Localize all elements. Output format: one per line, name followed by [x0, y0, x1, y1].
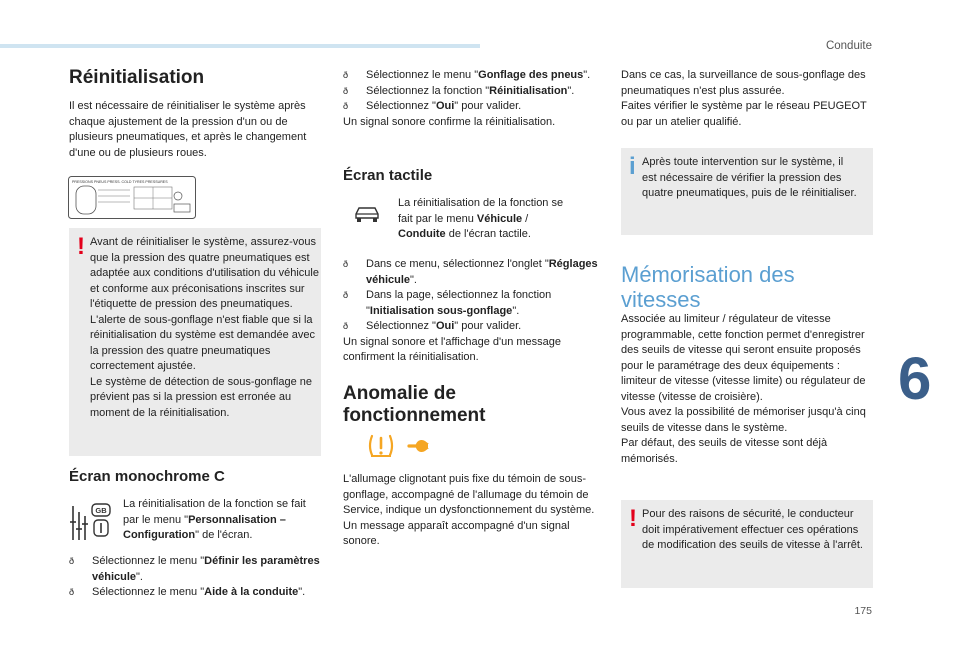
settings-menu-icon [69, 502, 111, 542]
list-item: ð Sélectionnez "Oui" pour valider. [343, 319, 598, 335]
tire-pressure-label-icon [68, 176, 196, 219]
tire-warning-icon [366, 433, 396, 459]
followup-text: Dans ce cas, la surveillance de sous-gonflage des pneumatiques n'est plus assurée. Faites vérifier le système par le réseau PEUGEOT ou par un atelier qualifié. [621, 69, 867, 128]
svg-text:GB: GB [95, 506, 107, 515]
svg-text:PRESSIONS PNEUS PRESS. COLD TY: PRESSIONS PNEUS PRESS. COLD TYRES PRESSURES [72, 180, 168, 184]
list-item: ð Dans la page, sélectionnez la fonction "Initialisation sous-gonflage". [343, 288, 598, 319]
mono-title: Écran monochrome C [69, 468, 225, 485]
touch-title: Écran tactile [343, 167, 433, 184]
list-item: ð Sélectionnez le menu "Aide à la conduite". [69, 585, 329, 601]
touch-text: La réinitialisation de la fonction se fait par le menu Véhicule / Conduite de l'écran tactile. [398, 197, 564, 240]
warning-text-3: Le système de détection de sous-gonflage ne prévient pas si la pression est erronée au moment de la réinitialisation. [90, 375, 312, 419]
list-item: ð Sélectionnez la fonction "Réinitialisation". [343, 84, 598, 100]
reset-title: Réinitialisation [69, 67, 205, 88]
service-wrench-icon [405, 437, 435, 455]
car-icon [353, 204, 381, 224]
beep-confirm-text: Un signal sonore confirme la réinitialisation. [343, 115, 556, 128]
warning-text-2: L'alerte de sous-gonflage n'est fiable que si la réinitialisation du système est demandée avec la pression des quatre pneumatiques correctement ajustée. [90, 313, 316, 372]
list-item: ð Dans ce menu, sélectionnez l'onglet "Réglages véhicule". [343, 257, 598, 288]
mono-text: La réinitialisation de la fonction se fait par le menu "Personnalisation – Configuration" de l'écran. [123, 498, 306, 541]
touch-steps [343, 257, 598, 366]
info-box [621, 148, 873, 235]
chapter-title: Conduite [825, 40, 872, 52]
chapter-number: 6 [898, 345, 932, 412]
warning-text-1: Avant de réinitialiser le système, assurez-vous que la pression des quatre pneumatiques est adaptée aux conditions d'utilisation du véhicule et conforme aux préconisations inscrites sur l'étiquette de pression des pneumatiques. [90, 236, 319, 310]
reset-intro: Il est nécessaire de réinitialiser le système après chaque ajustement de la pression d'un ou de plusieurs pneumatiques, et après le changement d'une ou de plusieurs roues. [69, 100, 307, 159]
touch-end-text: Un signal sonore et l'affichage d'un message confirment la réinitialisation. [343, 335, 562, 363]
fault-text: L'allumage clignotant puis fixe du témoin de sous-gonflage, accompagné de l'allumage du témoin de Service, indique un dysfonctionnement du système. Un message apparaît accompagné d'un signal sonore. [343, 473, 595, 547]
info-mark-icon: i [629, 153, 636, 180]
header-accent-bar [0, 44, 480, 48]
warning-mark-icon: ! [77, 233, 85, 260]
mono-steps [69, 554, 329, 601]
list-item: ð Sélectionnez le menu "Définir les paramètres véhicule". [69, 554, 329, 585]
memo-title: Mémorisation des vitesses [621, 262, 795, 312]
info-text: Après toute intervention sur le système, il est nécessaire de vérifier la pression des quatre pneumatiques, puis de le réinitialiser. [642, 156, 857, 199]
memo-text: Associée au limiteur / régulateur de vitesse programmable, cette fonction permet d'enregistrer des seuils de vitesse qui seront ensuite proposés pour le paramétrage des deux équipements : limiteur de vitesse (vitesse limite) ou régulateur de vitesse (vitesse de croisière). Vous avez la possibilité de mémoriser jusqu'à cinq seuils de vitesse dans le système. Par défaut, des seuils de vitesse sont déjà mémorisés. [621, 313, 866, 465]
warning-box-speed [621, 500, 873, 588]
fault-title: Anomalie de fonctionnement [343, 383, 486, 426]
list-item: ð Sélectionnez le menu "Gonflage des pneus". [343, 68, 598, 84]
menu-steps [343, 68, 598, 130]
page-number: 175 [854, 605, 872, 617]
speed-warning-text: Pour des raisons de sécurité, le conducteur doit impérativement effectuer ces opérations de modification des seuils de vitesse à l'arrêt. [642, 508, 863, 551]
list-item: ð Sélectionnez "Oui" pour valider. [343, 99, 598, 115]
warning-box-reset [69, 228, 321, 456]
warning-mark-icon: ! [629, 505, 637, 532]
